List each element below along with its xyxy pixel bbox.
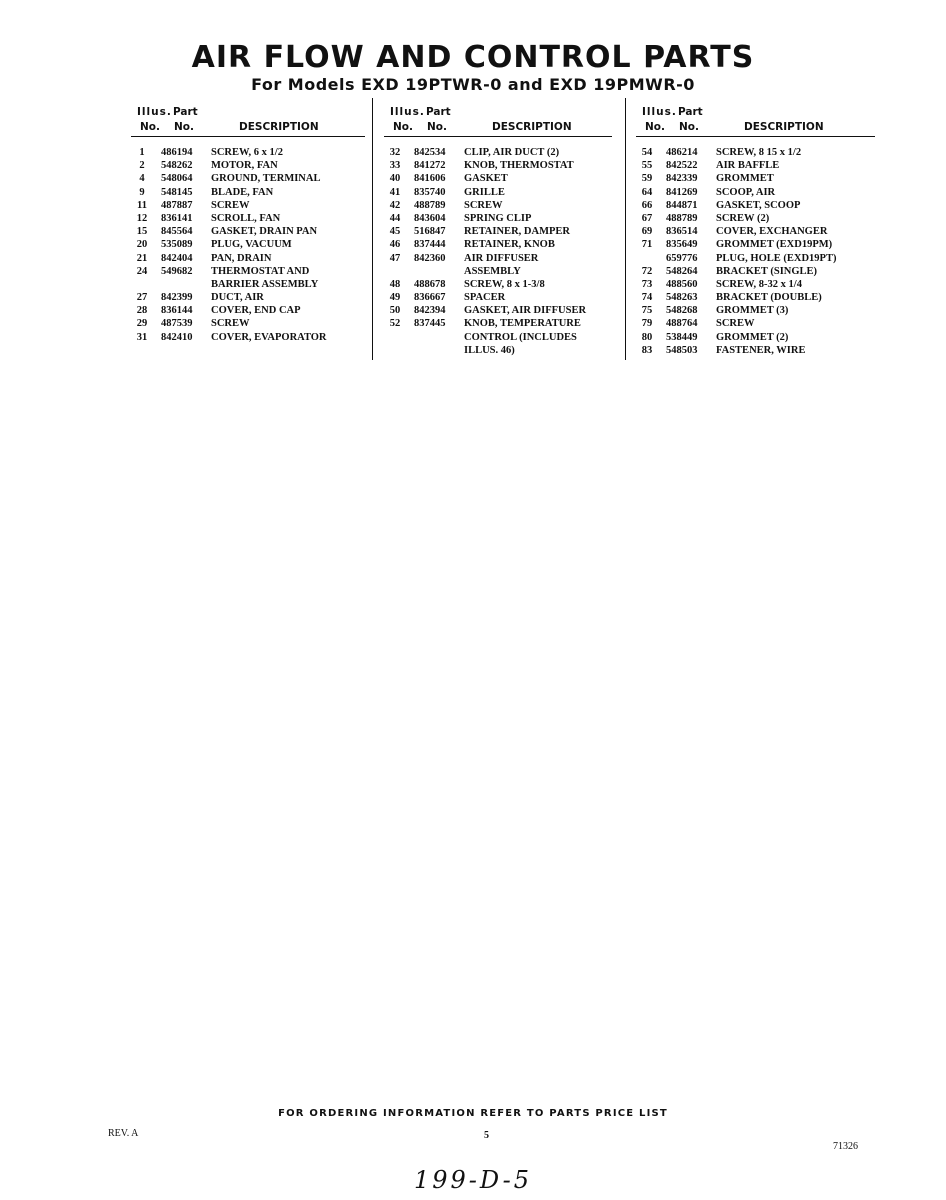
part-description: AIR DIFFUSER — [464, 252, 539, 264]
part-description: GASKET — [464, 173, 508, 185]
part-number: 842394 — [414, 305, 446, 317]
parts-row — [636, 305, 875, 318]
parts-row — [636, 345, 875, 358]
parts-row — [131, 318, 365, 331]
parts-row — [131, 305, 365, 318]
parts-row — [131, 292, 365, 305]
parts-column-1 — [131, 100, 365, 345]
illus-number: 55 — [641, 160, 653, 172]
part-number: 842522 — [666, 160, 698, 172]
part-number: 844871 — [666, 199, 698, 211]
header-illus: Illus. — [390, 106, 425, 118]
part-number: 486214 — [666, 147, 698, 158]
column-header — [384, 100, 612, 137]
parts-row — [384, 239, 612, 252]
part-description: COVER, EVAPORATOR — [211, 331, 327, 343]
illus-number: 11 — [137, 199, 147, 211]
parts-list — [384, 147, 612, 358]
part-number: 842534 — [414, 147, 446, 158]
part-number: 835649 — [666, 239, 698, 251]
parts-row — [636, 173, 875, 186]
part-number: 842339 — [666, 173, 698, 185]
parts-row — [131, 160, 365, 173]
parts-row — [384, 345, 612, 358]
header-illus-no: No. — [645, 121, 665, 133]
illus-number: 31 — [136, 331, 148, 343]
illus-number: 48 — [389, 278, 401, 290]
part-description: GROMMET (3) — [716, 305, 789, 317]
part-description: COVER, EXCHANGER — [716, 226, 828, 238]
ordering-info-footer: FOR ORDERING INFORMATION REFER TO PARTS PRICE LIST — [278, 1108, 668, 1119]
part-description: THERMOSTAT AND — [211, 265, 310, 277]
header-illus-no: No. — [393, 121, 413, 133]
part-description: MOTOR, FAN — [211, 160, 278, 172]
part-number: 488789 — [414, 199, 446, 211]
illus-number: 42 — [389, 199, 401, 211]
header-illus: Illus. — [642, 106, 677, 118]
part-number: 845564 — [161, 226, 193, 238]
part-description: GROMMET (2) — [716, 331, 789, 343]
parts-row — [384, 279, 612, 292]
parts-row — [384, 332, 612, 345]
part-number: 843604 — [414, 212, 446, 224]
illus-number: 49 — [389, 292, 401, 304]
part-description: RETAINER, DAMPER — [464, 226, 570, 238]
part-description: SCREW, 8 x 1-3/8 — [464, 278, 545, 290]
part-description: SCREW (2) — [716, 212, 770, 224]
parts-row — [131, 147, 365, 160]
header-part: Part — [426, 106, 451, 118]
part-description: SCREW — [211, 318, 250, 330]
parts-row — [636, 147, 875, 160]
part-number: 548263 — [666, 292, 698, 304]
parts-row — [131, 187, 365, 200]
parts-row — [636, 213, 875, 226]
part-description: ASSEMBLY — [464, 265, 521, 277]
illus-number: 59 — [641, 173, 653, 185]
illus-number: 2 — [139, 160, 145, 172]
column-header — [636, 100, 875, 137]
part-description: BARRIER ASSEMBLY — [211, 278, 319, 290]
parts-row — [636, 266, 875, 279]
parts-row — [384, 173, 612, 186]
part-description: PAN, DRAIN — [211, 252, 272, 264]
part-description: COVER, END CAP — [211, 305, 301, 317]
column-header — [131, 100, 365, 137]
part-description: CLIP, AIR DUCT (2) — [464, 147, 560, 158]
illus-number: 40 — [389, 173, 401, 185]
part-description: GASKET, AIR DIFFUSER — [464, 305, 587, 317]
parts-row — [636, 200, 875, 213]
part-number: 487887 — [161, 199, 193, 211]
column-divider — [625, 98, 626, 360]
header-part-no: No. — [174, 121, 194, 133]
illus-number: 83 — [641, 344, 653, 356]
document-code: 71326 — [833, 1141, 858, 1152]
part-number: 538449 — [666, 331, 698, 343]
illus-number: 20 — [136, 239, 148, 251]
part-description: GASKET, DRAIN PAN — [211, 226, 318, 238]
part-number: 841606 — [414, 173, 446, 185]
parts-row — [636, 332, 875, 345]
illus-number: 27 — [136, 292, 148, 304]
illus-number: 52 — [389, 318, 401, 330]
part-number: 659776 — [666, 252, 698, 264]
parts-row — [636, 239, 875, 252]
revision-label: REV. A — [108, 1128, 139, 1139]
part-description: CONTROL (INCLUDES — [464, 331, 577, 343]
illus-number: 46 — [389, 239, 401, 251]
parts-row — [384, 160, 612, 173]
part-description: GROUND, TERMINAL — [211, 173, 321, 185]
parts-row — [131, 279, 365, 292]
part-description: ILLUS. 46) — [464, 344, 515, 356]
part-number: 837445 — [414, 318, 446, 330]
part-description: FASTENER, WIRE — [716, 344, 806, 356]
illus-number: 75 — [641, 305, 653, 317]
parts-row — [384, 266, 612, 279]
part-description: GROMMET — [716, 173, 774, 185]
illus-number: 33 — [389, 160, 401, 172]
part-number: 842404 — [161, 252, 193, 264]
part-description: GROMMET (EXD19PM) — [716, 239, 833, 251]
parts-row — [636, 187, 875, 200]
illus-number: 50 — [389, 305, 401, 317]
part-description: SCOOP, AIR — [716, 186, 776, 198]
page-title: AIR FLOW AND CONTROL PARTS — [191, 40, 755, 75]
parts-row — [131, 173, 365, 186]
part-description: AIR BAFFLE — [716, 160, 780, 172]
illus-number: 12 — [136, 212, 148, 224]
parts-row — [131, 226, 365, 239]
parts-row — [131, 213, 365, 226]
part-description: PLUG, VACUUM — [211, 239, 292, 251]
part-description: PLUG, HOLE (EXD19PT) — [716, 252, 837, 264]
header-illus-no: No. — [140, 121, 160, 133]
part-description: SCREW — [716, 318, 755, 330]
parts-row — [636, 292, 875, 305]
part-number: 842399 — [161, 292, 193, 304]
parts-row — [384, 147, 612, 160]
parts-list — [131, 147, 365, 345]
part-number: 487539 — [161, 318, 193, 330]
part-number: 486194 — [161, 147, 193, 158]
illus-number: 24 — [136, 265, 148, 277]
parts-row — [636, 160, 875, 173]
illus-number: 79 — [641, 318, 653, 330]
header-part: Part — [678, 106, 703, 118]
illus-number: 73 — [641, 278, 653, 290]
illus-number: 69 — [641, 226, 653, 238]
parts-row — [384, 305, 612, 318]
parts-row — [131, 332, 365, 345]
parts-list — [636, 147, 875, 358]
illus-number: 9 — [139, 186, 145, 198]
parts-row — [636, 279, 875, 292]
parts-row — [131, 200, 365, 213]
illus-number: 64 — [641, 186, 653, 198]
part-number: 837444 — [414, 239, 446, 251]
illus-number: 54 — [641, 147, 653, 158]
illus-number: 80 — [641, 331, 653, 343]
illus-number: 29 — [136, 318, 148, 330]
page-subtitle: For Models EXD 19PTWR-0 and EXD 19PMWR-0 — [251, 75, 695, 94]
parts-column-2 — [384, 100, 612, 358]
part-description: SCROLL, FAN — [211, 212, 281, 224]
part-number: 836144 — [161, 305, 193, 317]
illus-number: 1 — [139, 147, 145, 158]
part-number: 488789 — [666, 212, 698, 224]
illus-number: 21 — [136, 252, 148, 264]
part-description: KNOB, THERMOSTAT — [464, 160, 574, 172]
header-part-no: No. — [679, 121, 699, 133]
illus-number: 74 — [641, 292, 653, 304]
illus-number: 45 — [389, 226, 401, 238]
parts-row — [131, 266, 365, 279]
part-number: 488678 — [414, 278, 446, 290]
part-description: RETAINER, KNOB — [464, 239, 555, 251]
illus-number: 72 — [641, 265, 653, 277]
parts-column-3 — [636, 100, 875, 358]
parts-row — [384, 226, 612, 239]
part-number: 548264 — [666, 265, 698, 277]
handwritten-note: 199-D-5 — [414, 1166, 532, 1194]
illus-number: 4 — [139, 173, 145, 185]
part-description: SCREW, 6 x 1/2 — [211, 147, 283, 158]
header-description: DESCRIPTION — [744, 121, 824, 133]
part-number: 516847 — [414, 226, 446, 238]
parts-row — [384, 318, 612, 331]
parts-row — [636, 318, 875, 331]
header-part-no: No. — [427, 121, 447, 133]
illus-number: 41 — [389, 186, 401, 198]
header-description: DESCRIPTION — [492, 121, 572, 133]
column-divider — [372, 98, 373, 360]
header-description: DESCRIPTION — [239, 121, 319, 133]
part-number: 548268 — [666, 305, 698, 317]
page-number: 5 — [484, 1130, 489, 1141]
illus-number: 66 — [641, 199, 653, 211]
illus-number: 15 — [136, 226, 148, 238]
illus-number: 44 — [389, 212, 401, 224]
part-description: GASKET, SCOOP — [716, 199, 801, 211]
part-number: 835740 — [414, 186, 446, 198]
part-number: 548503 — [666, 344, 698, 356]
part-description: SCREW, 8-32 x 1/4 — [716, 278, 802, 290]
parts-row — [384, 253, 612, 266]
illus-number: 32 — [389, 147, 401, 158]
part-description: BRACKET (SINGLE) — [716, 265, 818, 277]
illus-number: 47 — [389, 252, 401, 264]
part-number: 488764 — [666, 318, 698, 330]
part-description: SCREW — [464, 199, 503, 211]
part-number: 841272 — [414, 160, 446, 172]
part-number: 841269 — [666, 186, 698, 198]
illus-number: 28 — [136, 305, 148, 317]
part-number: 549682 — [161, 265, 193, 277]
part-description: SPACER — [464, 292, 506, 304]
header-illus: Illus. — [137, 106, 172, 118]
part-number: 836667 — [414, 292, 446, 304]
part-number: 842360 — [414, 252, 446, 264]
part-number: 548064 — [161, 173, 193, 185]
parts-row — [131, 253, 365, 266]
part-description: SCREW — [211, 199, 250, 211]
part-number: 548262 — [161, 160, 193, 172]
part-number: 836141 — [161, 212, 193, 224]
illus-number: 71 — [641, 239, 653, 251]
illus-number: 67 — [641, 212, 653, 224]
parts-row — [384, 187, 612, 200]
part-number: 488560 — [666, 278, 698, 290]
part-number: 535089 — [161, 239, 193, 251]
part-description: SPRING CLIP — [464, 212, 532, 224]
part-description: DUCT, AIR — [211, 292, 264, 304]
parts-row — [384, 200, 612, 213]
parts-row — [636, 226, 875, 239]
part-description: SCREW, 8 15 x 1/2 — [716, 147, 802, 158]
part-description: GRILLE — [464, 186, 505, 198]
part-number: 836514 — [666, 226, 698, 238]
parts-row — [636, 253, 875, 266]
parts-row — [384, 213, 612, 226]
header-part: Part — [173, 106, 198, 118]
part-number: 548145 — [161, 186, 193, 198]
part-description: KNOB, TEMPERATURE — [464, 318, 581, 330]
parts-row — [384, 292, 612, 305]
part-number: 842410 — [161, 331, 193, 343]
part-description: BLADE, FAN — [211, 186, 274, 198]
part-description: BRACKET (DOUBLE) — [716, 292, 822, 304]
parts-row — [131, 239, 365, 252]
